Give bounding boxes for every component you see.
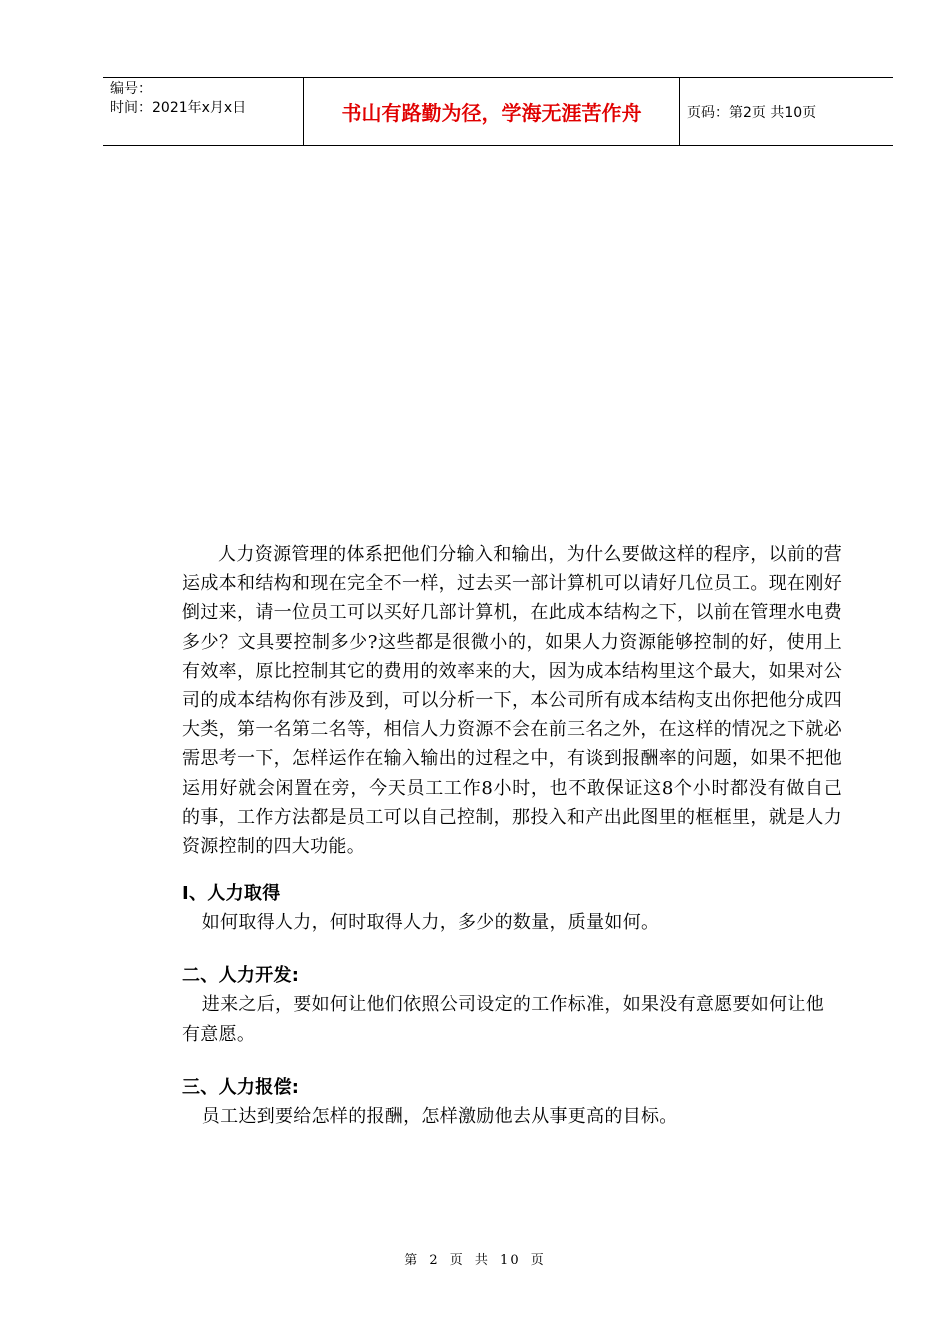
section-acquisition [182, 879, 842, 937]
section-heading: Ⅰ、人力取得 [182, 883, 281, 905]
section-compensation [182, 1073, 842, 1131]
section-text: 如何取得人力，何时取得人力，多少的数量，质量如何。 [201, 912, 660, 934]
section-heading: 三、人力报偿: [182, 1076, 300, 1098]
section-development [182, 961, 842, 1048]
header-slogan-cell [304, 78, 680, 145]
section-text: 进来之后，要如何让他们依照公司设定的工作标准，如果没有意愿要如何让他有意愿。 [182, 994, 824, 1045]
page-footer [0, 1249, 950, 1268]
document-time-label: 时间：2021年x月x日 [110, 100, 247, 116]
section-heading: 二、人力开发: [182, 965, 300, 987]
header-page-number: 页码：第2页 共10页 [687, 104, 817, 121]
header-meta [103, 78, 304, 145]
section-text: 员工达到要给怎样的报酬，怎样激励他去从事更高的目标。 [201, 1105, 678, 1127]
document-number-label: 编号： [110, 81, 152, 97]
page-header [103, 77, 893, 146]
header-page-cell [680, 78, 893, 145]
header-slogan: 书山有路勤为径，学海无涯苦作舟 [341, 101, 642, 125]
footer-page-number: 第 2 页 共 10 页 [404, 1253, 546, 1268]
body-paragraph: 人力资源管理的体系把他们分输入和输出，为什么要做这样的程序，以前的营运成本和结构和现在完全不一样，过去买一部计算机可以请好几位员工。现在刚好倒过来，请一位员工可以买好几部计算机，在此成本结构之下，以前在管理水电费多少？文具要控制多少?这些都是很微小的，如果人力资源能够控制的好，使用上有效率，原比控制其它的费用的效率来的大，因为成本结构里这个最大，如果对公司的成本结构你有涉及到，可以分析一下，本公司所有成本结构支出你把他分成四大类，第一名第二名等，相信人力资源不会在前三名之外，在这样的情况之下就必需思考一下，怎样运作在输入输出的过程之中，有谈到报酬率的问题，如果不把他运用好就会闲置在旁，今天员工工作8小时，也不敢保证这8个小时都没有做自己的事，工作方法都是员工可以自己控制，那投入和产出此图里的框框里，就是人力资源控制的四大功能。 [182, 544, 842, 858]
document-body [182, 540, 842, 1131]
